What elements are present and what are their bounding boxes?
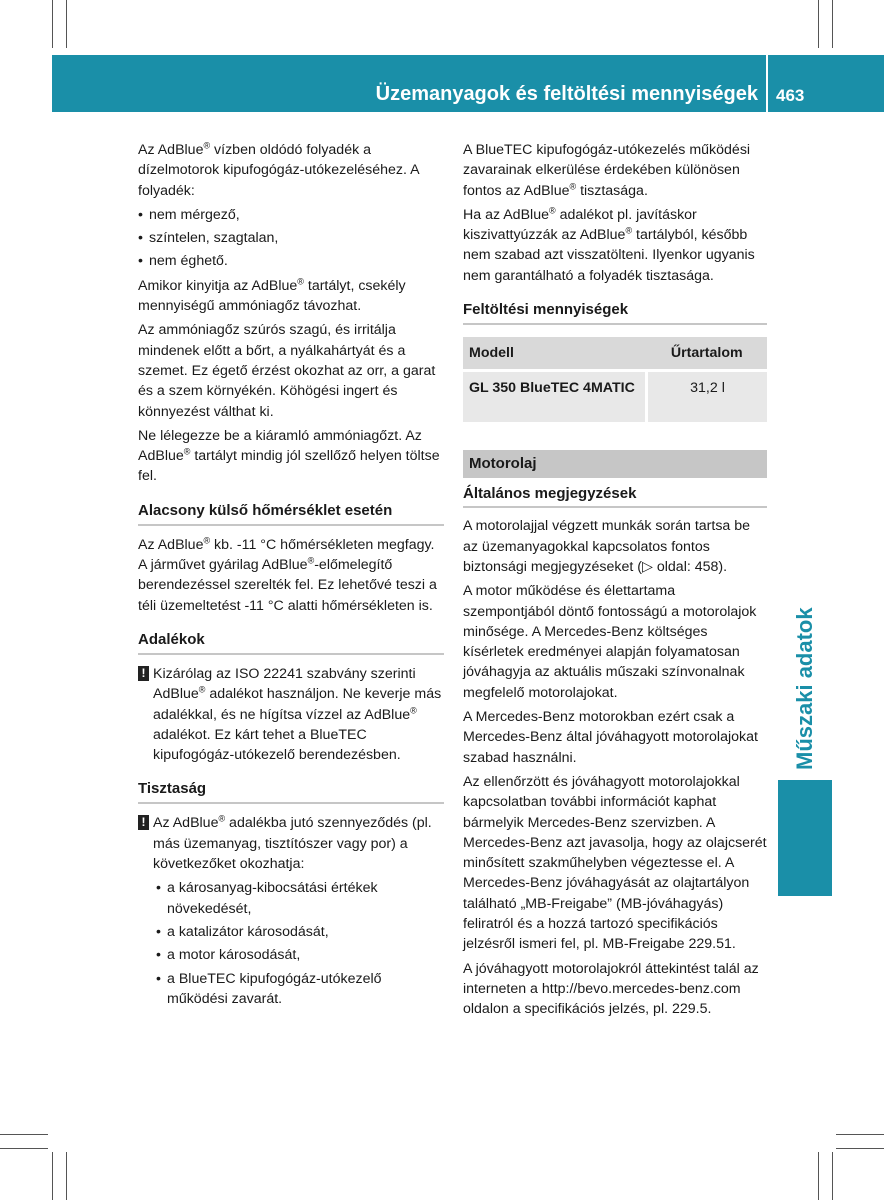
text: Az AdBlue <box>153 815 219 832</box>
paragraph <box>138 535 444 616</box>
paragraph <box>463 140 767 201</box>
cell-capacity: 31,2 l <box>647 371 768 423</box>
text: adalékot pl. javításkor kiszivattyúzzák az AdBlue <box>463 206 697 244</box>
crop-mark <box>0 1148 48 1149</box>
paragraph <box>138 426 444 487</box>
heading-general-notes: Általános megjegyzések <box>463 484 767 508</box>
crop-mark <box>832 0 833 48</box>
column-header-model: Modell <box>463 337 647 371</box>
paragraph: A jóváhagyott motorolajokról áttekintést talál az interneten a http://bevo.mercedes-benz.com oldalon a specifikációs jelzés, pl. 229.5. <box>463 960 759 1018</box>
intro-paragraph <box>138 140 444 201</box>
text: Amikor kinyitja az AdBlue <box>138 277 298 294</box>
left-column <box>138 140 444 1013</box>
text: tartályt, csekély mennyiségű ammóniagőz távozhat. <box>138 277 406 315</box>
list-item: • a károsanyag-kibocsátási értékek növekedését, <box>156 878 444 919</box>
list-item: • a motor károsodását, <box>156 945 444 965</box>
registered-mark: ® <box>548 205 556 216</box>
registered-mark: ® <box>203 140 211 151</box>
crop-mark <box>66 0 67 48</box>
text: adalékot használjon. Ne keverje más adalékkal, és ne hígítsa vízzel az AdBlue <box>153 686 442 723</box>
paragraph: Az ellenőrzött és jóváhagyott motorolajokkal kapcsolatban további információt kaphat bármelyik Mercedes-Benz szervizben. A Mercedes-Benz azt javasolja, hogy az olajcserét minősített szakműhelyben végeztesse el. A Mercedes-Benz jóváhagyását az olajtartályon található „MB-Freigabe” (MB-jóváhagyás) feliratról és a hozzá tartozó specifikációs jelzésről ismeri fel, pl. MB-Freigabe 229.51. <box>463 773 767 953</box>
crop-mark <box>0 1134 48 1135</box>
list-item: • nem mérgező, <box>138 205 444 225</box>
heading-additives: Adalékok <box>138 630 444 655</box>
paragraph <box>463 205 767 286</box>
text: -előmelegítő berendezéssel szerelték fel. Ez lehetővé teszi a téli üzemeltetést -11 °C alatti hőmérsékleten is. <box>138 557 437 614</box>
crop-mark <box>818 0 819 48</box>
list-item: • nem éghető. <box>138 251 444 271</box>
property-list <box>138 205 444 272</box>
table-row <box>463 371 767 423</box>
text: adalékba jutó szennyeződés (pl. más üzemanyag, tisztítószer vagy por) a következőket okozhatja: <box>153 815 432 873</box>
registered-mark: ® <box>218 813 226 824</box>
heading-low-temperature: Alacsony külső hőmérséklet esetén <box>138 501 444 526</box>
text: kb. -11 °C hőmérsékleten megfagy. A járművet gyárilag AdBlue <box>138 536 435 574</box>
column-header-capacity: Űrtartalom <box>647 337 768 371</box>
paragraph: A motorolajjal végzett munkák során tartsa be az üzemanyagokkal kapcsolatos fontos biztonsági megjegyzéseket (▷ oldal: 458). <box>463 518 751 575</box>
cell-model: GL 350 BlueTEC 4MATIC <box>463 371 647 423</box>
side-tab-label: Műszaki adatok <box>792 607 817 770</box>
right-column <box>463 140 767 1024</box>
list-item: • a katalizátor károsodását, <box>156 922 444 942</box>
warning-note <box>138 664 444 765</box>
paragraph: A motor működése és élettartama szempontjából döntő fontosságú a motorolajok minősége. A Mercedes-Benz költséges kísérletek eredményei alapján folyamatosan jóváhagyja az aktuális műszaki színvonalnak megfelelő motorolajokat. <box>463 583 757 701</box>
table-header-row <box>463 337 767 371</box>
registered-mark: ® <box>307 555 315 566</box>
text: A BlueTEC kipufogógáz-utókezelés működési zavarainak elkerülése érdekében különösen fontos az AdBlue <box>463 142 751 199</box>
page-number: 463 <box>776 86 805 105</box>
registered-mark: ® <box>183 446 191 457</box>
text: Az AdBlue <box>138 142 204 158</box>
text: tartályból, később nem szabad azt visszatölteni. Ilyenkor ugyanis nem garantálható a folyadék tisztasága. <box>463 227 755 284</box>
text: adalékot. Ez kárt tehet a BlueTEC kipufogógáz-utókezelő berendezésben. <box>153 726 401 764</box>
crop-mark <box>836 1134 884 1135</box>
heading-fill-quantities: Feltöltési mennyiségek <box>463 300 767 325</box>
registered-mark: ® <box>203 535 211 546</box>
crop-mark <box>52 0 53 48</box>
text: Az AdBlue <box>138 536 204 553</box>
warning-note <box>138 813 444 874</box>
header-separator <box>766 55 768 112</box>
text: Kizárólag az ISO 22241 szabvány szerinti AdBlue <box>153 665 416 703</box>
capacity-table <box>463 337 767 422</box>
text: vízben oldódó folyadék a dízelmotorok kipufogógáz-utókezeléséhez. A folyadék: <box>138 142 419 199</box>
registered-mark: ® <box>569 180 577 191</box>
registered-mark: ® <box>625 225 633 236</box>
warning-icon: ! <box>138 815 149 830</box>
section-engine-oil: Motorolaj <box>463 450 767 478</box>
paragraph: Az ammóniagőz szúrós szagú, és irritálja mindenek előtt a bőrt, a nyálkahártyát és a szemet. Ez égető érzést okozhat az orr, a garat és a szem környékén. Köhögési ingert és könnyezést válthat ki. <box>138 322 436 420</box>
crop-mark <box>836 1148 884 1149</box>
list-item: • színtelen, szagtalan, <box>138 228 444 248</box>
crop-mark <box>66 1152 67 1200</box>
paragraph: A Mercedes-Benz motorokban ezért csak a Mercedes-Benz által jóváhagyott motorolajokat szabad használni. <box>463 709 758 766</box>
warning-icon: ! <box>138 666 149 681</box>
text: tartályt mindig jól szellőző helyen töltse fel. <box>138 448 440 485</box>
consequence-list <box>138 878 444 1009</box>
registered-mark: ® <box>410 704 417 715</box>
paragraph <box>138 276 444 317</box>
side-tab-bar <box>778 780 832 896</box>
heading-cleanliness: Tisztaság <box>138 779 444 804</box>
crop-mark <box>832 1152 833 1200</box>
crop-mark <box>818 1152 819 1200</box>
registered-mark: ® <box>198 684 206 695</box>
crop-mark <box>52 1152 53 1200</box>
text: Ha az AdBlue <box>463 206 549 223</box>
text: tisztasága. <box>576 182 648 199</box>
page-title: Üzemanyagok és feltöltési mennyiségek <box>375 83 758 105</box>
registered-mark: ® <box>297 276 304 287</box>
list-item: • a BlueTEC kipufogógáz-utókezelő működési zavarát. <box>156 969 444 1010</box>
text: Ne lélegezze be a kiáramló ammóniagőzt. Az AdBlue <box>138 427 422 465</box>
